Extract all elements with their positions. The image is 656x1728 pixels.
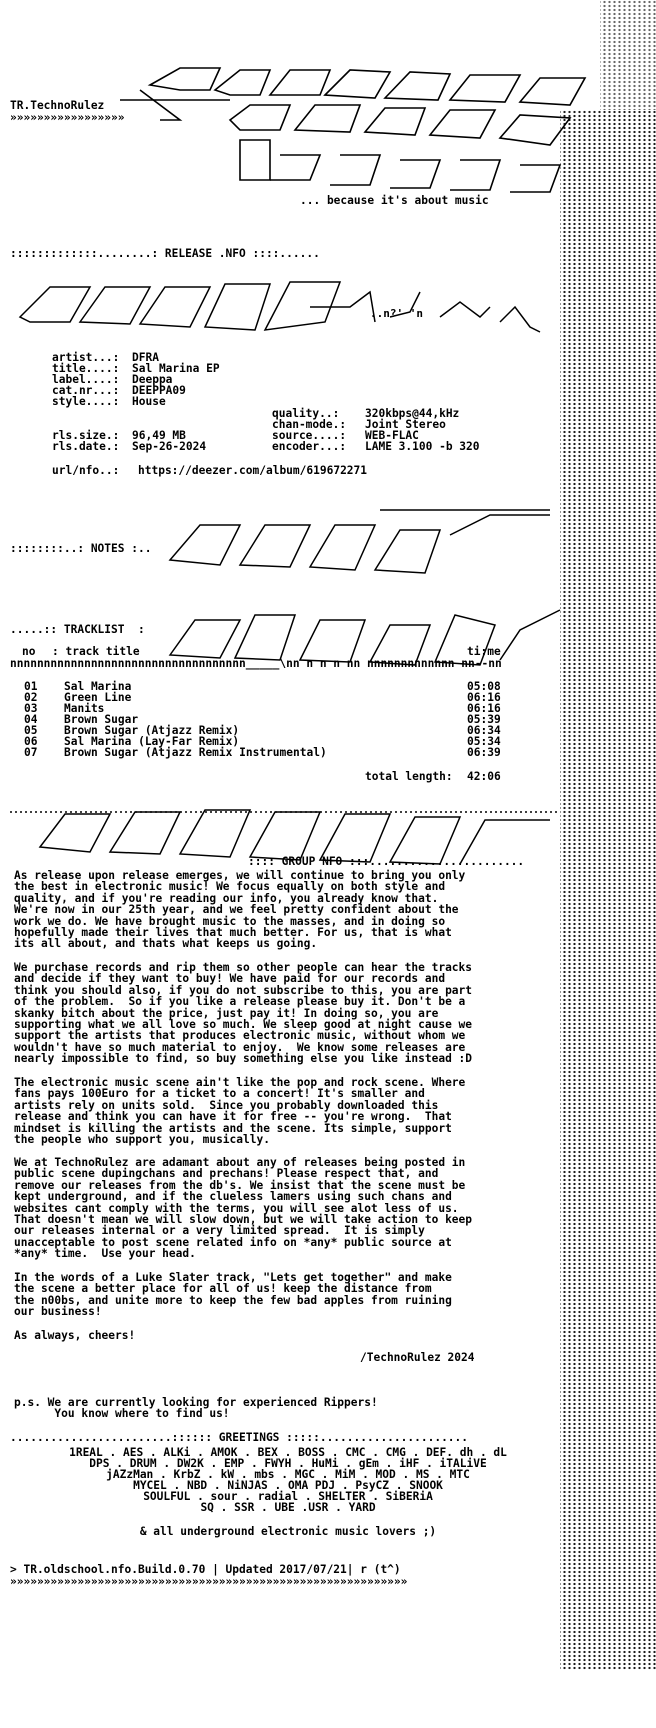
group-info-paragraph: In the words of a Luke Slater track, "Lets get together" and make the scene a better place for all of us! keep the distance from the n00bs, and unite more to keep the few bad apples from ruining our business! [14, 1271, 452, 1319]
track-time: 05:08 [467, 680, 501, 693]
release-artist: DFRA [132, 351, 159, 364]
release-quality-label: quality..: [272, 407, 340, 420]
release-chanmode: Joint Stereo [365, 418, 446, 431]
footer-build: > TR.oldschool.nfo.Build.0.70 | Updated 2017/07/21| r (t^) [10, 1563, 401, 1576]
dotted-column-art [560, 110, 656, 1670]
release-style-label: style....: [52, 395, 120, 408]
group-info-paragraph: As release upon release emerges, we will continue to bring you only the best in electronic music! We focus equally on both style and quality, and if you're reading our info, you already know that. We're now in our 25th year, and we feel pretty confident about the work we do. We have brought music to the masses, and in doing so hopefully made their lives that much better. For us, that is what its all about, and thats what keeps us going. [14, 869, 466, 951]
dotted-column-art-top [600, 0, 656, 110]
track-no: 07 [24, 746, 38, 759]
release-catnr: DEEPPA09 [132, 384, 186, 397]
release-label-label: label....: [52, 373, 120, 386]
release-logo [10, 262, 560, 350]
greetings-line: MYCEL . NBD . NiNJAS . OMA PDJ . PsyCZ . SNOOK [133, 1479, 443, 1492]
release-nfo-header: :::::::::::::........: RELEASE .NFO ::::...... [10, 247, 320, 260]
release-title-label: title....: [52, 362, 120, 375]
group-info-paragraph: We at TechnoRulez are adamant about any of releases being posted in public scene dupingchans and prechans! Please respect that, and remove our releases from the db's. We insist that the scene must be kept underground, and if the clueless lamers using such chans and websites cant comply with the terms, you will see alot less of us. That doesn't mean we will slow down, but we will take action to keep our releases internal or a very limited spread. It is simply unacceptable to post scene related info on *any* public source at *any* time. Use your head. [14, 1156, 473, 1261]
tagline: ... because it's about music [300, 194, 489, 207]
track-title: Green Line [64, 691, 132, 704]
release-encoder: LAME 3.100 -b 320 [365, 440, 480, 453]
release-title: Sal Marina EP [132, 362, 220, 375]
track-time: 06:16 [467, 691, 501, 704]
greetings-line: SQ . SSR . UBE .USR . YARD [200, 1501, 376, 1514]
tracklist-col-no: no [22, 645, 36, 658]
svg-text:..n?' 'n: ..n?' 'n [370, 307, 423, 320]
track-time: 05:39 [467, 713, 501, 726]
track-no: 05 [24, 724, 38, 737]
release-date-label: rls.date.: [52, 440, 120, 453]
track-title: Manits [64, 702, 105, 715]
track-title: Sal Marina (Lay-Far Remix) [64, 735, 240, 748]
group-nfo-header: :::: GROUP NFO :::....................... [248, 855, 525, 868]
ps-note: p.s. We are currently looking for experienced Rippers! You know where to find us! [14, 1396, 378, 1421]
tracklist-col-time: ti:me [467, 645, 501, 658]
release-size-label: rls.size.: [52, 429, 120, 442]
group-info-paragraph: As always, cheers! [14, 1329, 136, 1342]
release-chanmode-label: chan-mode.: [272, 418, 347, 431]
release-url[interactable]: https://deezer.com/album/619672271 [138, 464, 368, 477]
tracklist-divider: nnnnnnnnnnnnnnnnnnnnnnnnnnnnnnnnnnn_____\nn n n n nn nnnnnnnnnnnnn nn--nn [10, 657, 502, 670]
track-title: Sal Marina [64, 680, 132, 693]
track-no: 01 [24, 680, 38, 693]
greetings-line: DPS . DRUM . DW2K . EMP . FWYH . HuMi . gEm . iHF . iTALiVE [89, 1457, 487, 1470]
release-url-label: url/nfo..: [52, 464, 120, 477]
total-length: 42:06 [467, 770, 501, 783]
track-title: Brown Sugar (Atjazz Remix) [64, 724, 240, 737]
track-title: Brown Sugar [64, 713, 139, 726]
notes-header: ::::::::..: NOTES :.. [10, 542, 152, 555]
track-no: 06 [24, 735, 38, 748]
release-source: WEB-FLAC [365, 429, 419, 442]
greetings-footer: & all underground electronic music lovers ;) [139, 1525, 437, 1538]
greetings-header: ........................:::::: GREETINGS :::::...................... [10, 1431, 469, 1444]
greetings-line: jAZzMan . KrbZ . kW . mbs . MGC . MiM . MOD . MS . MTC [106, 1468, 470, 1481]
greetings-line: SOULFUL . sour . radial . SHELTER . SiBERiA [143, 1490, 433, 1503]
header-arrows: »»»»»»»»»»»»»»»»» [10, 111, 125, 124]
notes-logo [150, 505, 560, 580]
track-time: 06:39 [467, 746, 501, 759]
release-quality: 320kbps@44,kHz [365, 407, 460, 420]
track-no: 02 [24, 691, 38, 704]
track-no: 04 [24, 713, 38, 726]
track-time: 05:34 [467, 735, 501, 748]
tracklist-header: .....:: TRACKLIST : [10, 623, 145, 636]
release-source-label: source....: [272, 429, 347, 442]
track-no: 03 [24, 702, 38, 715]
release-date: Sep-26-2024 [132, 440, 207, 453]
tracklist-col-title: : track title [52, 645, 140, 658]
greetings-line: 1REAL . AES . ALKi . AMOK . BEX . BOSS . CMC . CMG . DEF. dh . dL [69, 1446, 507, 1459]
group-name: TR.TechnoRulez [10, 99, 105, 112]
release-artist-label: artist...: [52, 351, 120, 364]
group-info-paragraph: We purchase records and rip them so other people can hear the tracks and decide if they want to buy! We have paid for our records and think you should also, if you do not subscribe to this, you are part of the problem. So if you like a release please buy it. Don't be a skanky bitch about the price, just pay it! In doing so, you are supporting what we all love so much. We sleep good at night cause we support the artists that produces electronic music, without whom we wouldn't have so much material to enjoy. We know some releases are nearly impossible to find, so buy something else you like instead :D [14, 961, 473, 1066]
group-info-paragraph: The electronic music scene ain't like the pop and rock scene. Where fans pays 100Euro for a ticket to a concert! It's smaller and artists rely on units sold. Since you probably downloaded this release and think you can have it for free -- you're wrong. That mindset is killing the artists and the scene. Its simple, support the people who support you, musically. [14, 1076, 466, 1147]
total-length-label: total length: [365, 770, 453, 783]
release-style: House [132, 395, 166, 408]
track-time: 06:34 [467, 724, 501, 737]
release-encoder-label: encoder...: [272, 440, 347, 453]
track-time: 06:16 [467, 702, 501, 715]
release-size: 96,49 MB [132, 429, 186, 442]
techno-rulez-logo [120, 60, 600, 200]
signature: /TechnoRulez 2024 [360, 1351, 475, 1364]
release-catnr-label: cat.nr...: [52, 384, 120, 397]
release-label: Deeppa [132, 373, 173, 386]
track-title: Brown Sugar (Atjazz Remix Instrumental) [64, 746, 327, 759]
footer-arrows: »»»»»»»»»»»»»»»»»»»»»»»»»»»»»»»»»»»»»»»»»»»»»»»»»»»»»»»»»»» [10, 1576, 408, 1588]
